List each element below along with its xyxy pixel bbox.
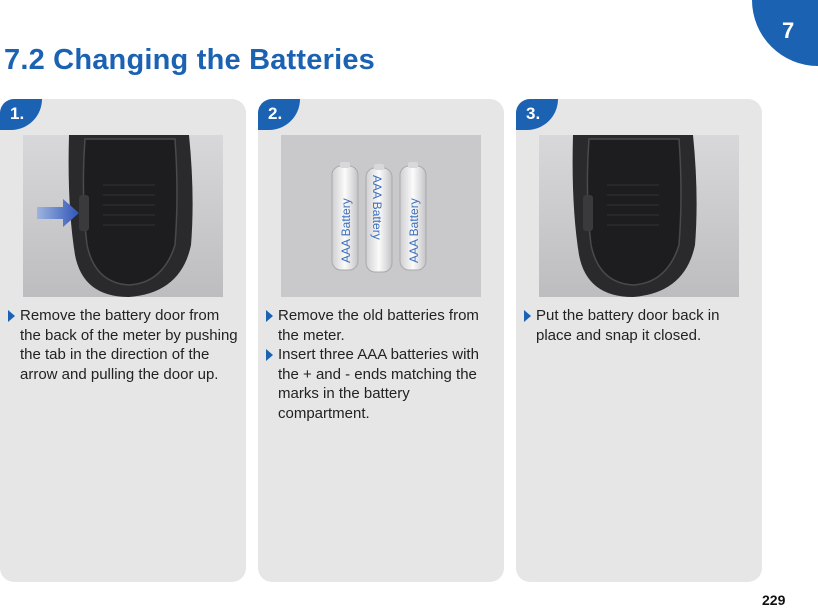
page-title: 7.2 Changing the Batteries xyxy=(4,44,375,76)
battery-label: AAA Battery xyxy=(370,175,384,240)
step-number: 1. xyxy=(10,104,25,123)
battery-label: AAA Battery xyxy=(339,198,353,263)
instruction-text: Insert three AAA batteries with the + and - ends matching the marks in the battery compartment. xyxy=(278,346,479,422)
step-badge xyxy=(516,99,558,130)
bullet-arrow-icon xyxy=(524,310,531,322)
step-instructions xyxy=(266,306,498,423)
instruction-text: Remove the old batteries from the meter. xyxy=(278,307,479,344)
step-number: 3. xyxy=(526,104,541,123)
instruction-item xyxy=(8,306,240,384)
battery-label: AAA Battery xyxy=(407,198,421,263)
step-card-1 xyxy=(0,99,246,582)
three-aaa-batteries-image xyxy=(281,135,481,297)
page-number: 229 xyxy=(762,592,786,608)
step-badge xyxy=(258,99,300,130)
step-instructions xyxy=(8,306,240,384)
bullet-arrow-icon xyxy=(266,310,273,322)
chapter-tab xyxy=(752,0,818,66)
instruction-item xyxy=(524,306,756,345)
bullet-arrow-icon xyxy=(266,349,273,361)
step-badge xyxy=(0,99,42,130)
instruction-item xyxy=(266,345,498,423)
instruction-text: Remove the battery door from the back of the meter by pushing the tab in the direction of the arrow and pulling the door up. xyxy=(20,307,238,383)
instruction-item xyxy=(266,306,498,345)
step-instructions xyxy=(524,306,756,345)
meter-back-closed-image xyxy=(539,135,739,297)
bullet-arrow-icon xyxy=(8,310,15,322)
step-number: 2. xyxy=(268,104,283,123)
chapter-number: 7 xyxy=(782,18,795,43)
instruction-text: Put the battery door back in place and snap it closed. xyxy=(536,307,720,344)
step-card-2 xyxy=(258,99,504,582)
meter-back-with-arrow-image xyxy=(23,135,223,297)
step-card-3 xyxy=(516,99,762,582)
